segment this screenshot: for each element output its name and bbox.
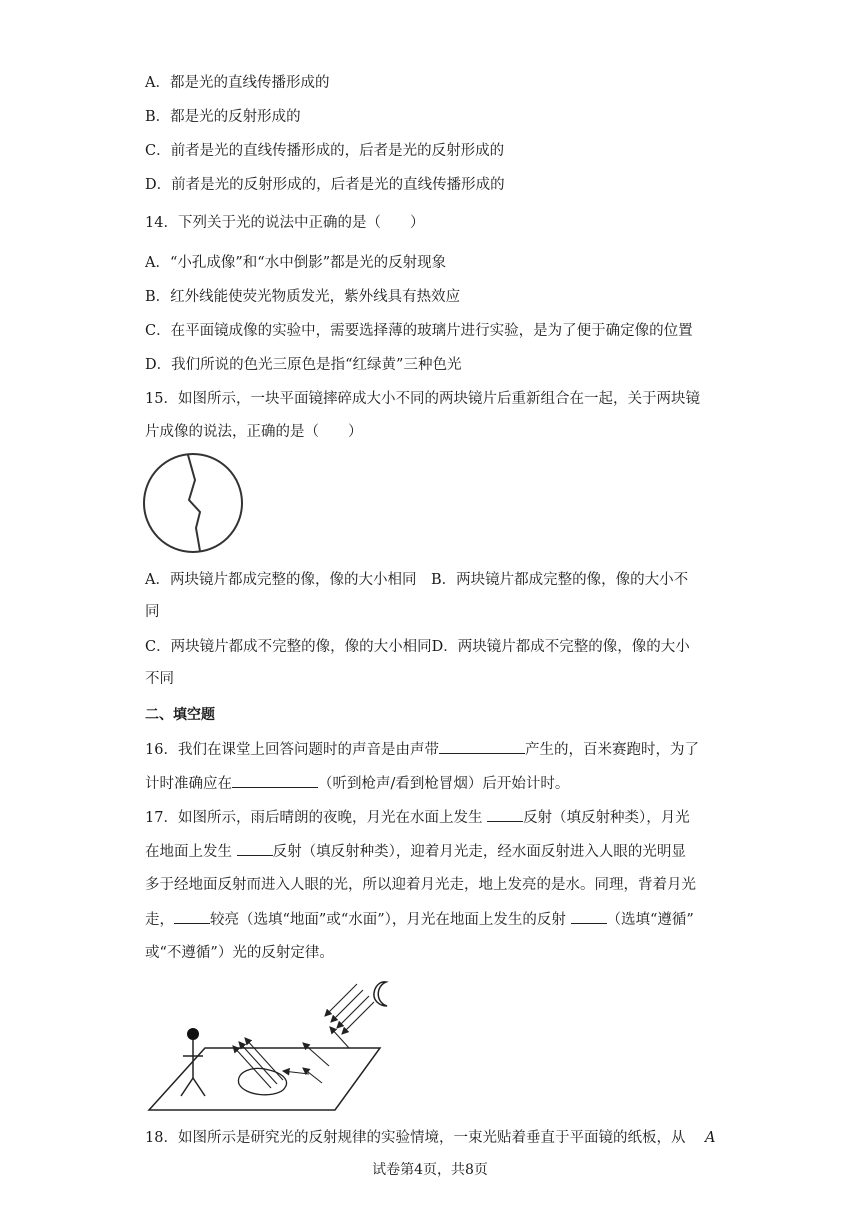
moonlight-figure	[143, 970, 413, 1114]
broken-mirror-figure	[142, 452, 246, 556]
answer-blank[interactable]	[487, 807, 523, 822]
ground-plane	[149, 1048, 380, 1110]
q18-line1: 18．如图所示是研究光的反射规律的实验情境，一束光贴着垂直于平面镜的纸板，从	[145, 1130, 686, 1146]
q16-line2: 计时准确应在 （听到枪声/看到枪冒烟）后开始计时。	[145, 773, 569, 794]
q15-options-cd: C．两块镜片都成不完整的像，像的大小相同D．两块镜片都成不完整的像，像的大小	[145, 639, 690, 655]
q13-option-a: A．都是光的直线传播形成的	[145, 75, 330, 91]
answer-blank[interactable]	[439, 739, 525, 754]
q17-line1: 17．如图所示，雨后晴朗的夜晚，月光在水面上发生 反射（填反射种类），月光	[145, 807, 690, 828]
q14-option-b: B．红外线能使荧光物质发光，紫外线具有热效应	[145, 289, 461, 305]
q15-stem-line2: 片成像的说法，正确的是（ ）	[145, 424, 363, 440]
q15-options-ab: A．两块镜片都成完整的像，像的大小相同 B．两块镜片都成完整的像，像的大小不	[145, 572, 689, 588]
q16-line1: 16．我们在课堂上回答问题时的声音是由声带 产生的，百米赛跑时，为了	[145, 739, 699, 760]
q17-line4: 走， 较亮（选填“地面”或“水面”），月光在地面上发生的反射 （选填“遵循”	[145, 909, 694, 930]
q13-option-c: C．前者是光的直线传播形成的，后者是光的反射形成的	[145, 143, 505, 159]
q13-option-d: D．前者是光的反射形成的，后者是光的直线传播形成的	[145, 177, 505, 193]
q17-line5: 或“不遵循”）光的反射定律。	[145, 945, 334, 961]
q14-stem: 14．下列关于光的说法中正确的是（ ）	[145, 215, 425, 231]
q13-option-b: B．都是光的反射形成的	[145, 109, 301, 125]
q17-line2: 在地面上发生 反射（填反射种类），迎着月光走，经水面反射进入人眼的光明显	[145, 841, 686, 862]
q17-line3: 多于经地面反射而进入人眼的光，所以迎着月光走，地上发亮的是水。同理，背着月光	[145, 877, 696, 893]
answer-blank[interactable]	[174, 909, 210, 924]
mirror-crack	[188, 455, 200, 551]
answer-blank[interactable]	[232, 773, 318, 788]
q14-option-c: C．在平面镜成像的实验中，需要选择薄的玻璃片进行实验，是为了便于确定像的位置	[145, 323, 693, 339]
answer-blank[interactable]	[571, 909, 607, 924]
answer-blank[interactable]	[237, 841, 273, 856]
q15-options-cd-cont: 不同	[145, 671, 174, 687]
section-heading: 二、填空题	[145, 707, 215, 723]
q18-point-a: A	[705, 1130, 716, 1146]
page-footer: 试卷第4页，共8页	[372, 1162, 488, 1178]
moon-icon	[374, 982, 387, 1006]
water-puddle	[238, 1068, 286, 1094]
q14-option-d: D．我们所说的色光三原色是指“红绿黄”三种色光	[145, 357, 462, 373]
q15-stem-line1: 15．如图所示，一块平面镜摔碎成大小不同的两块镜片后重新组合在一起，关于两块镜	[145, 391, 700, 407]
person-figure	[181, 1028, 205, 1096]
q14-option-a: A．“小孔成像”和“水中倒影”都是光的反射现象	[145, 255, 447, 271]
q15-options-ab-cont: 同	[145, 604, 160, 620]
